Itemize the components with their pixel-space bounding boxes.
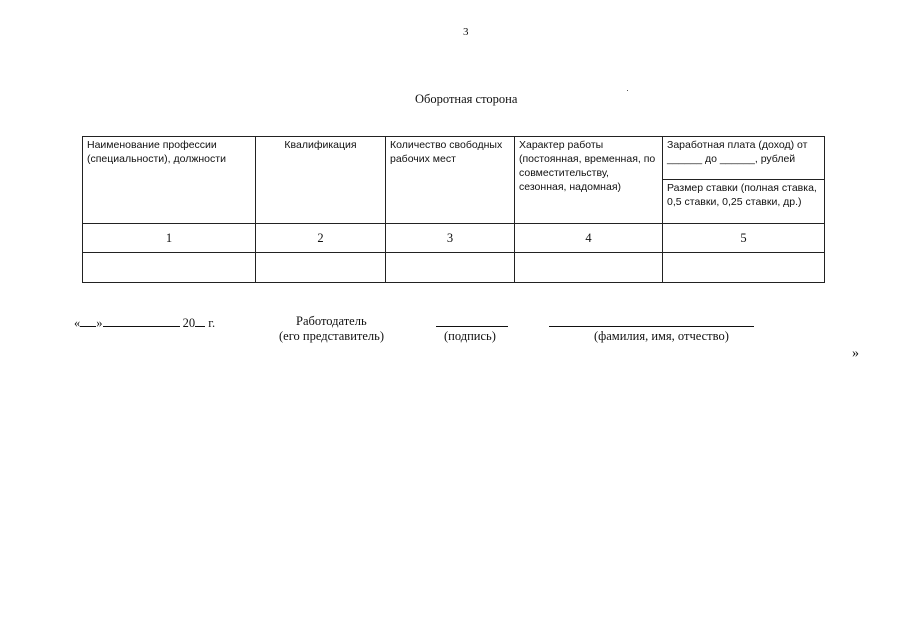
header-work-type: Характер работы (постоянная, временная, по совместительству, сезонная, надомная) — [515, 137, 663, 224]
column-number: 5 — [663, 224, 825, 253]
employer-label: Работодатель — [296, 314, 367, 328]
page-title: Оборотная сторона — [415, 92, 518, 106]
full-name-label: (фамилия, имя, отчество) — [594, 329, 729, 343]
year-suffix: г. — [205, 316, 216, 330]
year-prefix: 20 — [179, 316, 196, 330]
table-cell[interactable] — [663, 253, 825, 283]
signature-line[interactable] — [436, 326, 508, 327]
month-blank[interactable] — [103, 314, 180, 327]
date-close-quote: » — [96, 316, 103, 330]
signature-label: (подпись) — [444, 329, 496, 343]
header-vacancies-count: Количество свободных рабочих мест — [386, 137, 515, 224]
employer-representative-label: (его представитель) — [279, 329, 384, 343]
scan-speck — [627, 90, 628, 91]
column-number: 2 — [256, 224, 386, 253]
year-blank[interactable] — [195, 314, 205, 327]
vacancy-table — [82, 136, 825, 283]
page-number: 3 — [463, 26, 469, 38]
table-cell[interactable] — [83, 253, 256, 283]
column-number: 3 — [386, 224, 515, 253]
day-blank[interactable] — [80, 314, 96, 327]
column-number: 4 — [515, 224, 663, 253]
table-cell[interactable] — [256, 253, 386, 283]
header-salary: Заработная плата (доход) от ______ до ______, рублей — [663, 137, 825, 180]
header-qualification: Квалификация — [256, 137, 386, 224]
date-open-quote: « — [74, 316, 81, 330]
table-row — [83, 253, 825, 283]
closing-quote: » — [852, 346, 859, 361]
column-number: 1 — [83, 224, 256, 253]
full-name-line[interactable] — [549, 326, 754, 327]
table-cell[interactable] — [386, 253, 515, 283]
column-number-row — [83, 224, 825, 253]
header-profession: Наименование профессии (специальности), должности — [83, 137, 256, 224]
date-field[interactable] — [74, 314, 215, 331]
table-cell[interactable] — [515, 253, 663, 283]
header-rate: Размер ставки (полная ставка, 0,5 ставки, 0,25 ставки, др.) — [663, 180, 825, 224]
